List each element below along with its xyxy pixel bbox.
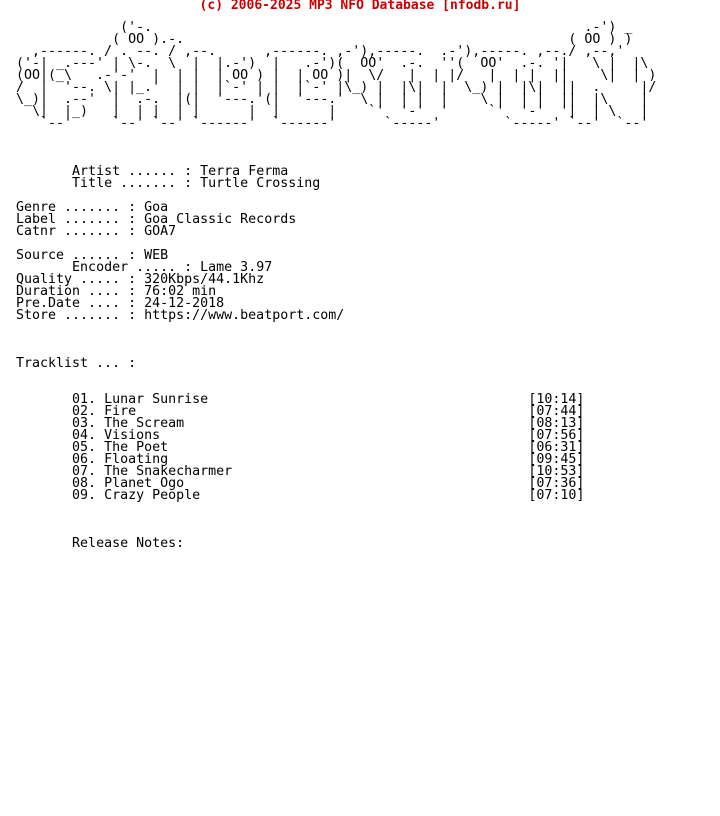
track-title: Visions (104, 428, 161, 443)
artist-value: Terra Ferma (200, 164, 289, 179)
predate-value: 24-12-2018 (144, 296, 225, 311)
catnr-value: GOA7 (144, 224, 177, 239)
track-duration: [10:14] (528, 392, 585, 407)
track-duration: [09:45] (528, 452, 585, 467)
copyright-header: (c) 2006-2025 MP3 NFO Database [nfodb.ru] (199, 0, 521, 13)
track-title: The Snakecharmer (104, 464, 233, 479)
source-value: WEB (144, 248, 169, 263)
encoder-label: Encoder ..... : (72, 260, 193, 275)
track-title: Planet Ogo (104, 476, 185, 491)
encoder-value: Lame 3.97 (200, 260, 273, 275)
track-title: Lunar Sunrise (104, 392, 209, 407)
store-value: https://www.beatport.com/ (144, 308, 345, 323)
quality-value: 320Kbps/44.1Khz (144, 272, 265, 287)
source-label: Source ...... : (16, 248, 137, 263)
tracklist (16, 392, 584, 503)
label-value: Goa Classic Records (144, 212, 297, 227)
artist-label: Artist ...... : (72, 164, 193, 179)
track-title: Fire (104, 404, 137, 419)
track-duration: [07:44] (528, 404, 585, 419)
predate-label: Pre.Date .... : (16, 296, 137, 311)
ascii-logo: ('-. .-') _ ( OO ).-. ( OO ) ) ,------. / . --. / ,--. ,------. ,-'),-----. .-'),-----. ,--./ ,--,' ('-| _.---' | \-. \ | |.-') | .-')( OO' .-. ''( OO' .-. '| \ | |\ (OO|(_\ .-'-' | | | | OO ) | | OO )| \/ | | |/ | | | || \| | ) / | '--. \| |_.' | | |`-' | | |`-' |\_) | |\| | \_) | |\| || . |/ \_)| .--' | .-. |(| '---.'(| '---.' \ | | | | \ | | | || |\ | \| |_) | | | | | | | | `' '-' ' `' '-' '| | \ | `--' `--' `--' `------' `------' `-----' `-----' `--' `--' (16, 20, 657, 131)
track-number: 08. (72, 476, 97, 491)
release-notes-heading: Release Notes: (72, 536, 185, 551)
title-value: Turtle Crossing (200, 176, 321, 191)
track-number: 01. (72, 392, 97, 407)
tracklist-heading: Tracklist ... : (16, 356, 137, 371)
track-duration: [07:56] (528, 428, 585, 443)
label-label: Label ....... : (16, 212, 137, 227)
track-duration: [07:36] (528, 476, 585, 491)
track-number: 06. (72, 452, 97, 467)
track-title: The Poet (104, 440, 169, 455)
track-duration: [07:10] (528, 488, 585, 503)
nfo-content (16, 22, 656, 550)
track-duration: [06:31] (528, 440, 585, 455)
track-number: 05. (72, 440, 97, 455)
quality-label: Quality ..... : (16, 272, 137, 287)
duration-label: Duration .... : (16, 284, 137, 299)
title-label: Title ....... : (72, 176, 193, 191)
track-title: Crazy People (104, 488, 201, 503)
track-title: The Scream (104, 416, 185, 431)
track-number: 07. (72, 464, 97, 479)
catnr-label: Catnr ....... : (16, 224, 137, 239)
track-title: Floating (104, 452, 169, 467)
track-number: 04. (72, 428, 97, 443)
track-number: 02. (72, 404, 97, 419)
track-row (72, 488, 584, 503)
track-duration: [10:53] (528, 464, 585, 479)
duration-value: 76:02 min (144, 284, 217, 299)
genre-value: Goa (144, 200, 169, 215)
track-number: 09. (72, 488, 97, 503)
track-number: 03. (72, 416, 97, 431)
store-label: Store ....... : (16, 308, 137, 323)
track-duration: [08:13] (528, 416, 585, 431)
genre-label: Genre ....... : (16, 200, 137, 215)
